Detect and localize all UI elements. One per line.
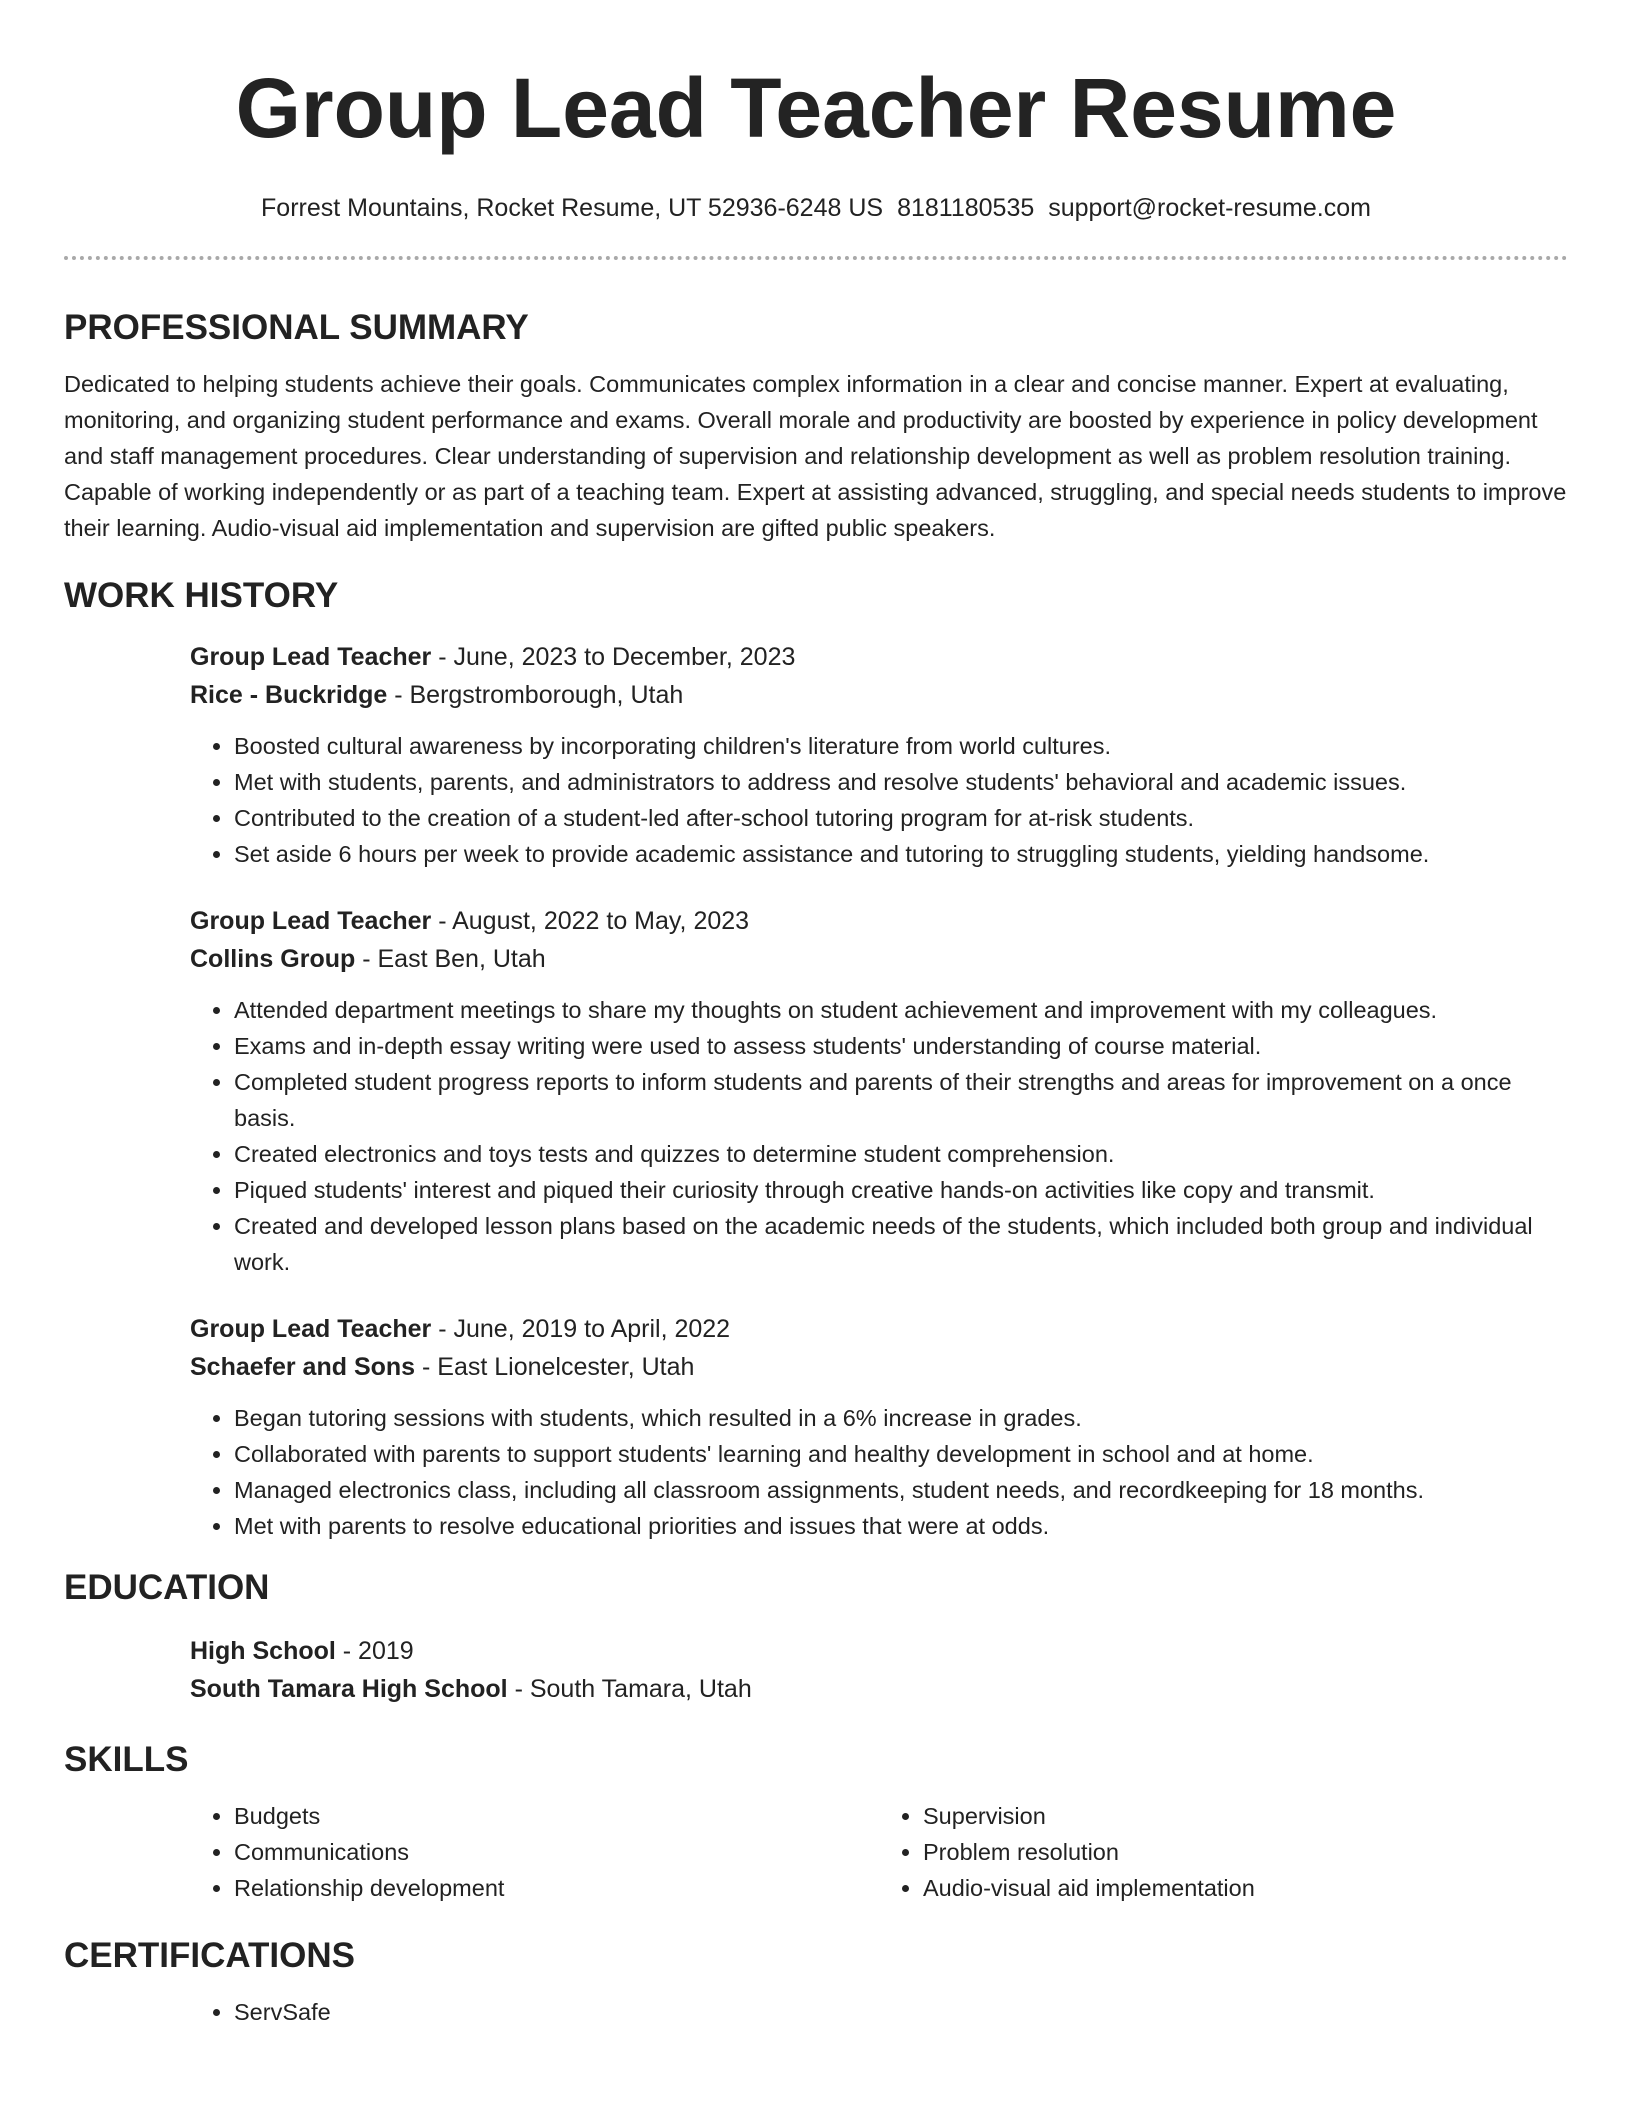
job-location: - East Ben, Utah [355, 945, 546, 973]
education-entry [190, 1632, 1568, 1708]
certifications-heading: CERTIFICATIONS [64, 1936, 356, 1975]
certifications-list-wrap [190, 1994, 1568, 2030]
skill-item: • Audio-visual aid implementation [923, 1870, 1568, 1906]
list-item: • Created electronics and toys tests and quizzes to determine student comprehension. [234, 1136, 1568, 1172]
contact-line [64, 192, 1568, 224]
list-item: • Began tutoring sessions with students, which resulted in a 6% increase in grades. [234, 1400, 1568, 1436]
contact-address: Forrest Mountains, Rocket Resume, UT 52936-6248 US [261, 194, 884, 222]
job-title-line [190, 1310, 1568, 1348]
job-bullets [190, 1400, 1568, 1544]
job-dates: - August, 2022 to May, 2023 [431, 907, 750, 935]
skills-left-column [190, 1798, 879, 1906]
job-company: Schaefer and Sons [190, 1353, 416, 1381]
job-title: Group Lead Teacher [190, 907, 432, 935]
job-location: - East Lionelcester, Utah [415, 1353, 695, 1381]
job-title-line [190, 638, 1568, 676]
list-item: • Set aside 6 hours per week to provide academic assistance and tutoring to struggling students, yielding handsome. [234, 836, 1568, 872]
header-divider [64, 256, 1568, 260]
skill-item: • Relationship development [234, 1870, 879, 1906]
list-item: • Met with students, parents, and administrators to address and resolve students' behavioral and academic issues. [234, 764, 1568, 800]
summary-text: Dedicated to helping students achieve their goals. Communicates complex information in a clear and concise manner. Expert at evaluating, monitoring, and organizing student performance and exams. Overall morale and productivity are boosted by experience in policy development and staff management procedures. Clear understanding of supervision and relationship development as well as problem resolution training. Capable of working independently or as part of a teaching team. Expert at assisting advanced, struggling, and special needs students to improve their learning. Audio-visual aid implementation and supervision are gifted public speakers. [64, 371, 1567, 541]
job-bullets [190, 992, 1568, 1280]
skill-item: • Budgets [234, 1798, 879, 1834]
education-degree: High School [190, 1637, 336, 1665]
job-title: Group Lead Teacher [190, 643, 432, 671]
skill-item: • Communications [234, 1834, 879, 1870]
education-school-line [190, 1670, 1568, 1708]
contact-email: support@rocket-resume.com [1048, 194, 1371, 222]
list-item: • Met with parents to resolve educational priorities and issues that were at odds. [234, 1508, 1568, 1544]
job-entry-3 [190, 1310, 1568, 1544]
resume-title: Group Lead Teacher Resume [235, 61, 1397, 155]
skill-item: • Problem resolution [923, 1834, 1568, 1870]
job-location: - Bergstromborough, Utah [387, 681, 684, 709]
summary-heading: PROFESSIONAL SUMMARY [64, 308, 529, 347]
list-item: • Exams and in-depth essay writing were used to assess students' understanding of course material. [234, 1028, 1568, 1064]
job-company-line [190, 940, 1568, 978]
skills-heading: SKILLS [64, 1740, 189, 1779]
job-title-line [190, 902, 1568, 940]
job-bullets [190, 728, 1568, 872]
list-item: • Completed student progress reports to inform students and parents of their strengths and areas for improvement on a once basis. [234, 1064, 1568, 1136]
education-school: South Tamara High School [190, 1675, 508, 1703]
certifications-list [190, 1994, 1568, 2030]
job-company-line [190, 1348, 1568, 1386]
job-title: Group Lead Teacher [190, 1315, 432, 1343]
contact-phone: 8181180535 [897, 194, 1035, 222]
list-item: • Piqued students' interest and piqued their curiosity through creative hands-on activities like copy and transmit. [234, 1172, 1568, 1208]
job-company: Rice - Buckridge [190, 681, 388, 709]
skills-grid [190, 1798, 1568, 1906]
certification-item: • ServSafe [234, 1994, 1568, 2030]
job-dates: - June, 2019 to April, 2022 [431, 1315, 731, 1343]
skills-right-column [879, 1798, 1568, 1906]
list-item: • Created and developed lesson plans based on the academic needs of the students, which included both group and individual work. [234, 1208, 1568, 1280]
list-item: • Attended department meetings to share my thoughts on student achievement and improvement with my colleagues. [234, 992, 1568, 1028]
work-history-heading: WORK HISTORY [64, 576, 339, 615]
education-heading: EDUCATION [64, 1568, 270, 1607]
list-item: • Contributed to the creation of a student-led after-school tutoring program for at-risk students. [234, 800, 1568, 836]
job-entry-1 [190, 638, 1568, 872]
job-dates: - June, 2023 to December, 2023 [431, 643, 796, 671]
list-item: • Managed electronics class, including all classroom assignments, student needs, and recordkeeping for 18 months. [234, 1472, 1568, 1508]
education-degree-line [190, 1632, 1568, 1670]
education-location: - South Tamara, Utah [507, 1675, 752, 1703]
skill-item: • Supervision [923, 1798, 1568, 1834]
job-company: Collins Group [190, 945, 356, 973]
job-company-line [190, 676, 1568, 714]
education-year: - 2019 [335, 1637, 414, 1665]
list-item: • Collaborated with parents to support students' learning and healthy development in school and at home. [234, 1436, 1568, 1472]
job-entry-2 [190, 902, 1568, 1280]
list-item: • Boosted cultural awareness by incorporating children's literature from world cultures. [234, 728, 1568, 764]
